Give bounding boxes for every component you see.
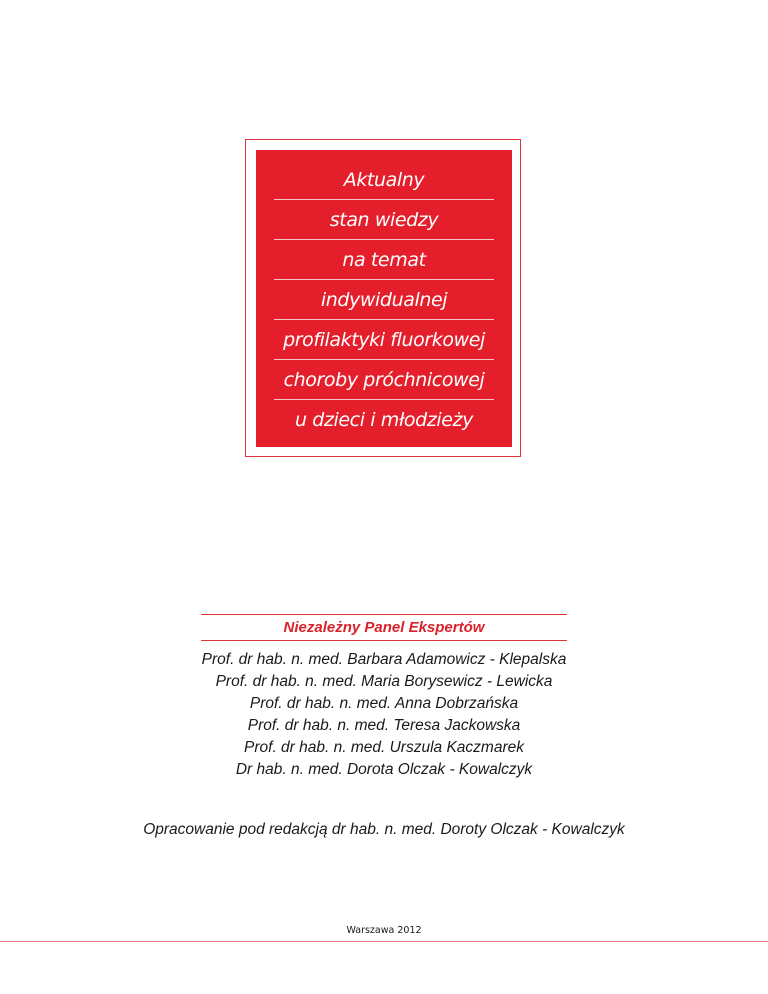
title-line-3: na temat (274, 240, 494, 280)
author-item: Prof. dr hab. n. med. Teresa Jackowska (247, 717, 521, 734)
panel-top-rule (201, 614, 567, 615)
title-line-2: stan wiedzy (274, 200, 494, 240)
title-line-1: Aktualny (274, 160, 494, 200)
panel-heading: Niezależny Panel Ekspertów (283, 619, 485, 636)
panel-bottom-rule (201, 640, 567, 641)
author-item: Prof. dr hab. n. med. Anna Dobrzańska (249, 695, 519, 712)
title-line-7: u dzieci i młodzieży (295, 409, 473, 431)
author-item: Prof. dr hab. n. med. Urszula Kaczmarek (244, 739, 524, 756)
title-box (256, 150, 512, 447)
author-item: Dr hab. n. med. Dorota Olczak - Kowalczyk (235, 761, 533, 778)
author-item: Prof. dr hab. n. med. Maria Borysewicz - Lewicka (215, 673, 553, 690)
title-line-5: profilaktyki fluorkowej (274, 320, 494, 360)
footer-rule (0, 941, 768, 942)
title-line-6: choroby próchnicowej (274, 360, 494, 400)
author-item: Prof. dr hab. n. med. Barbara Adamowicz - Klepalska (201, 651, 567, 668)
footer-place-year: Warszawa 2012 (346, 925, 422, 936)
author-list (84, 649, 684, 781)
editor-note: Opracowanie pod redakcją dr hab. n. med. Doroty Olczak - Kowalczyk (143, 821, 625, 838)
title-line-4: indywidualnej (274, 280, 494, 320)
